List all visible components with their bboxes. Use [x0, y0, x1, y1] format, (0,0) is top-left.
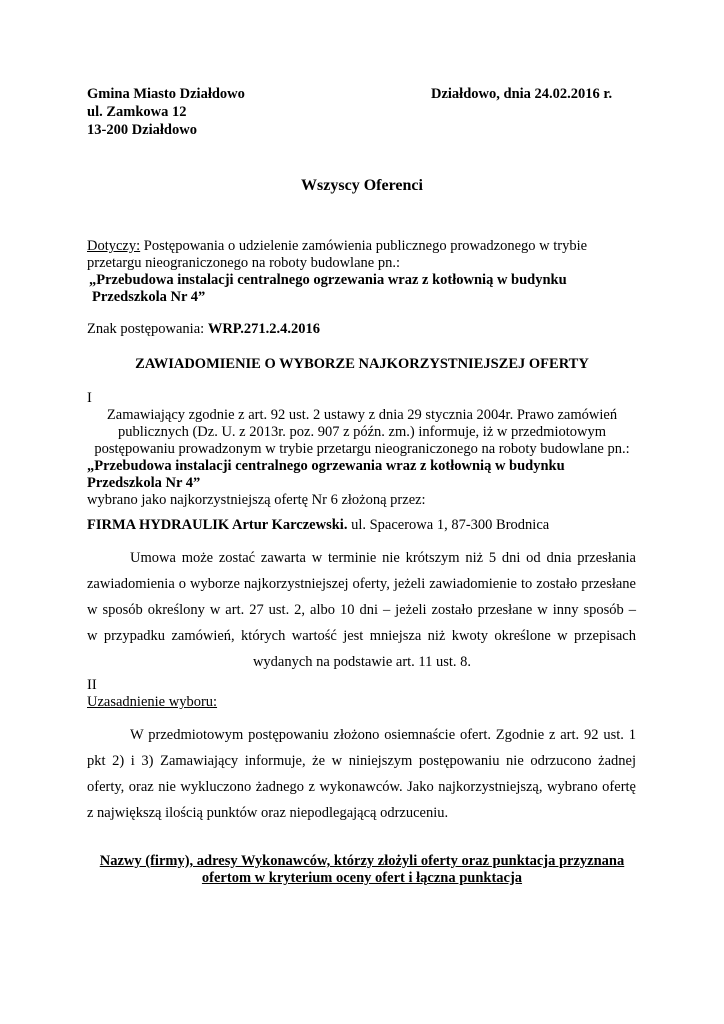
subject-title-line2: Przedszkola Nr 4” — [92, 289, 206, 305]
sender-street: ul. Zamkowa 12 — [87, 104, 187, 120]
reference-value: WRP.271.2.4.2016 — [207, 321, 321, 337]
recipient: Wszyscy Oferenci — [301, 177, 423, 194]
contract-line-2: zawiadomienia o wyborze najkorzystniejszej oferty, jeżeli zawiadomienie to zostało przesłane — [87, 576, 636, 592]
firm-name: FIRMA HYDRAULIK Artur Karczewski. — [87, 517, 348, 533]
place-date: Działdowo, dnia 24.02.2016 r. — [431, 86, 613, 102]
section1-line3: postępowaniu prowadzonym w trybie przetargu nieograniczonego na roboty budowlane pn.: — [94, 441, 630, 457]
section1-numeral: I — [87, 390, 92, 406]
contract-line-5: wydanych na podstawie art. 11 ust. 8. — [252, 654, 472, 670]
contract-line-3: w sposób określony w art. 27 ust. 2, albo 10 dni – jeżeli zostało przesłane w inny sposób – — [87, 602, 636, 618]
section2-numeral: II — [87, 677, 97, 693]
notice-heading: ZAWIADOMIENIE O WYBORZE NAJKORZYSTNIEJSZEJ OFERTY — [135, 356, 589, 372]
section1-title-line2: Przedszkola Nr 4” — [87, 475, 201, 491]
firm-address: ul. Spacerowa 1, 87-300 Brodnica — [347, 517, 550, 533]
sender-city: 13-200 Działdowo — [87, 122, 197, 138]
justification-line-1: W przedmiotowym postępowaniu złożono osiemnaście ofert. Zgodnie z art. 92 ust. 1 — [130, 727, 636, 743]
justification-line-4: z największą ilością punktów oraz niepodlegającą odrzuceniu. — [87, 805, 449, 821]
justification-line-2: pkt 2) i 3) Zamawiający informuje, że w niniejszym postępowaniu nie odrzucono żadnej — [87, 753, 636, 769]
winning-firm — [87, 517, 549, 534]
subject-line1 — [87, 238, 587, 255]
bidders-table-heading-line2: ofertom w kryterium oceny ofert i łączna punktacja — [201, 870, 523, 886]
contract-line-4: w przypadku zamówień, których wartość jest mniejsza niż kwoty określone w przepisach — [87, 628, 636, 644]
justification-line-3: oferty, oraz nie wykluczono żadnego z wykonawców. Jako najkorzystniejszą, wybrano ofertę — [87, 779, 636, 795]
section1-line1: Zamawiający zgodnie z art. 92 ust. 2 ustawy z dnia 29 stycznia 2004r. Prawo zamówień — [106, 407, 618, 423]
case-reference — [87, 321, 320, 338]
section1-chosen-line: wybrano jako najkorzystniejszą ofertę Nr 6 złożoną przez: — [87, 492, 426, 508]
subject-label: Dotyczy: — [87, 238, 141, 254]
section2-heading: Uzasadnienie wyboru: — [87, 694, 218, 710]
section1-title-line1: „Przebudowa instalacji centralnego ogrzewania wraz z kotłownią w budynku — [87, 458, 565, 474]
bidders-table-heading-line1: Nazwy (firmy), adresy Wykonawców, którzy złożyli oferty oraz punktacja przyznana — [99, 853, 625, 869]
contract-line-1: Umowa może zostać zawarta w terminie nie krótszym niż 5 dni od dnia przesłania — [130, 550, 636, 566]
reference-label: Znak postępowania: — [87, 321, 208, 337]
section1-line2: publicznych (Dz. U. z 2013r. poz. 907 z późn. zm.) informuje, iż w przedmiotowym — [117, 424, 607, 440]
subject-text-1: Postępowania o udzielenie zamówienia publicznego prowadzonego w trybie — [140, 238, 588, 254]
subject-title-line1: „Przebudowa instalacji centralnego ogrzewania wraz z kotłownią w budynku — [89, 272, 567, 288]
sender-name: Gmina Miasto Działdowo — [87, 86, 245, 102]
subject-line2: przetargu nieograniczonego na roboty budowlane pn.: — [87, 255, 400, 271]
